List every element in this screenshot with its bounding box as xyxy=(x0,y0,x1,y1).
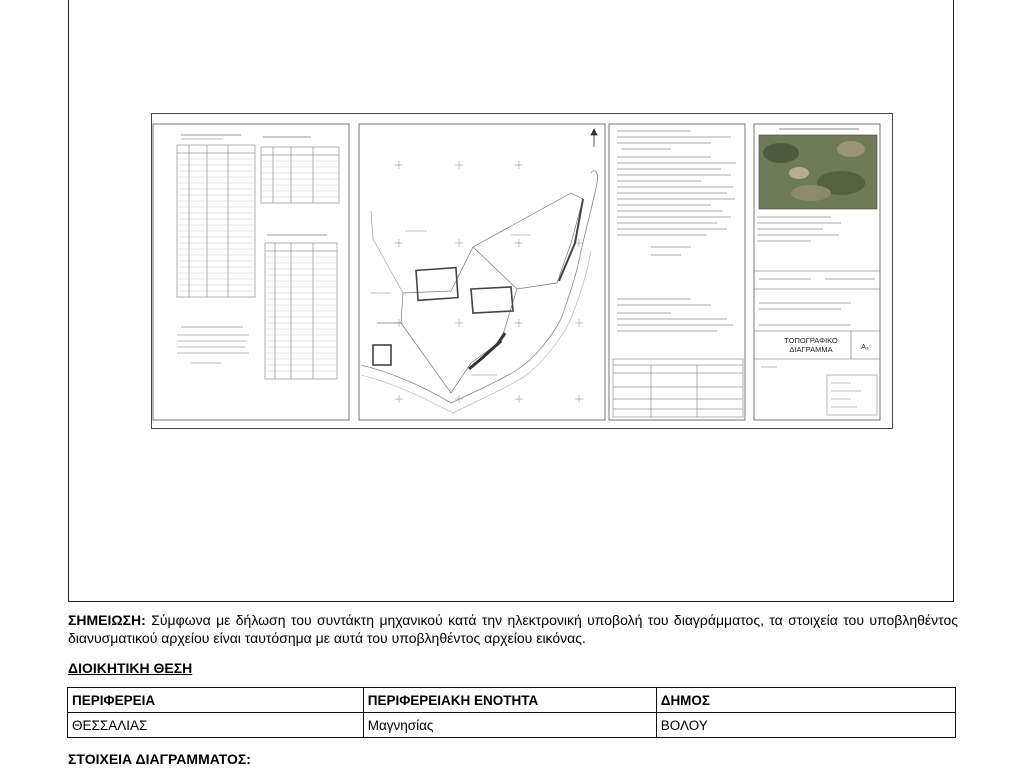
topographic-drawing xyxy=(151,113,893,429)
value-regional-unit: Μαγνησίας xyxy=(363,713,656,738)
value-region: ΘΕΣΣΑΛΙΑΣ xyxy=(68,713,364,738)
admin-header-row xyxy=(68,688,956,713)
title-block-text-line2: ΔΙΑΓΡΑΜΜΑ xyxy=(789,345,833,354)
header-regional-unit: ΠΕΡΙΦΕΡΕΙΑΚΗ ΕΝΟΤΗΤΑ xyxy=(363,688,656,713)
admin-location-table xyxy=(67,687,956,738)
header-municipality: ΔΗΜΟΣ xyxy=(656,688,955,713)
note-label: ΣΗΜΕΙΩΣΗ: xyxy=(68,612,146,628)
admin-location-title: ΔΙΟΙΚΗΤΙΚΗ ΘΕΣΗ xyxy=(68,660,193,676)
title-block-text-line1: ΤΟΠΟΓΡΑΦΙΚΟ xyxy=(784,336,838,345)
diagram-details-title: ΣΤΟΙΧΕΙΑ ΔΙΑΓΡΑΜΜΑΤΟΣ: xyxy=(68,751,251,767)
header-region: ΠΕΡΙΦΕΡΕΙΑ xyxy=(68,688,364,713)
note-text: Σύμφωνα με δήλωση του συντάκτη μηχανικού κατά την ηλεκτρονική υποβολή του διαγράμματος, τα στοιχεία του υποβληθέντος διανυσματικού αρχείου είναι ταυτόσημα με αυτά του υποβληθέντος αρχείου εικόνας. xyxy=(68,612,958,646)
submission-note xyxy=(68,611,958,647)
value-municipality: ΒΟΛΟΥ xyxy=(656,713,955,738)
sheet-size-label: A₃ xyxy=(861,344,869,351)
admin-value-row xyxy=(68,713,956,738)
